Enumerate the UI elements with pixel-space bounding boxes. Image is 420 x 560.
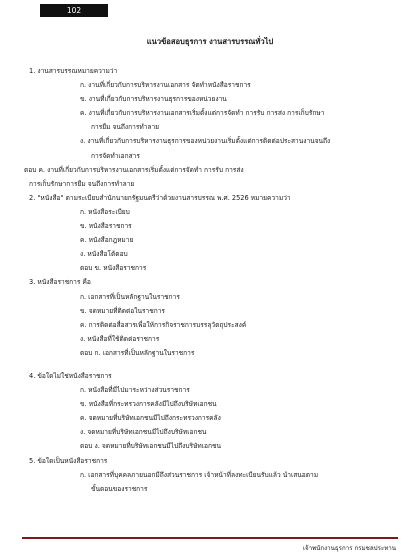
- footer-divider: [22, 537, 398, 539]
- option-continuation-line: ขั้นตอนของราชการ: [91, 484, 148, 493]
- option-line: ค. หนังสือกฎหมาย: [80, 236, 134, 245]
- option-line: ก. หนังสือระเบียบ: [80, 207, 130, 216]
- option-line: ก. หนังสือที่มีไปมาระหว่างส่วนราชการ: [80, 386, 190, 395]
- option-line: ก. งานที่เกี่ยวกับการบริหารงานเอกสาร จัดทำหนังสือราชการ: [80, 81, 251, 90]
- option-line: ข. งานที่เกี่ยวกับการบริหารงานธุรการของหน่วยงาน: [80, 95, 227, 104]
- option-line: ข. หนังสือที่กระทรวงการคลังมีไปถึงบริษัทเอกชน: [80, 400, 217, 409]
- option-line: ก. เอกสารที่เป็นหลักฐานในราชการ: [80, 292, 180, 301]
- question-line: 3. หนังสือราชการ คือ: [29, 278, 91, 287]
- answer-line: ตอบ ค. งานที่เกี่ยวกับการบริหารงานเอกสารเริ่มตั้งแต่การจัดทำ การรับ การส่ง: [24, 165, 244, 174]
- question-line: 5. ข้อใดเป็นหนังสือราชการ: [29, 456, 108, 465]
- option-line: ง. หนังสือโต้ตอบ: [80, 250, 128, 259]
- option-line: ง. จดหมายที่บริษัทเอกชนมีไปถึงบริษัทเอกชน: [80, 428, 207, 437]
- option-line: ข. หนังสือราชการ: [80, 222, 132, 231]
- question-line: 4. ข้อใดไม่ใช่หนังสือราชการ: [29, 371, 112, 380]
- option-line: ค. งานที่เกี่ยวกับการบริหารงานเอกสารเริ่มตั้งแต่การจัดทำ การรับ การส่ง การเก็บรักษา: [80, 109, 325, 118]
- page-number-badge: 102: [40, 4, 108, 17]
- option-line: ค. จดหมายที่บริษัทเอกชนมีไปถึงกระทรวงการคลัง: [80, 414, 221, 423]
- option-line: ข. จดหมายที่ติดต่อในราชการ: [80, 306, 165, 315]
- option-line: ก. เอกสารที่บุคคลภายนอกมีถึงส่วนราชการ เจ้าหน้าที่ลงทะเบียนรับแล้ว นำเสนอตาม: [80, 470, 319, 479]
- answer-line: ตอบ ก. เอกสารที่เป็นหลักฐานในราชการ: [80, 348, 195, 357]
- question-line: 1. งานสารบรรณหมายความว่า: [29, 67, 118, 75]
- question-line: 2. "หนังสือ" ตามระเบียบสำนักนายกรัฐมนตรีว่าด้วยงานสารบรรณ พ.ศ. 2526 หมายความว่า: [29, 193, 291, 202]
- footer-text: เจ้าพนักงานธุรการ กรมชลประทาน: [302, 545, 396, 552]
- option-line: ง. หนังสือที่ใช้ติดต่อราชการ: [80, 334, 160, 343]
- option-continuation-line: การจัดทำเอกสาร: [91, 151, 140, 160]
- answer-line: ตอบ ง. จดหมายที่บริษัทเอกชนมีไปถึงบริษัทเอกชน: [80, 442, 221, 451]
- spacer: [24, 360, 398, 369]
- option-continuation-line: การยืม จนถึงการทำลาย: [91, 123, 160, 132]
- document-title: แนวข้อสอบธุรการ งานสารบรรณทั่วไป: [146, 37, 274, 46]
- option-line: ค. การติดต่อสื่อสารเพื่อให้การกิจราชการบรรลุวัตถุประสงค์: [80, 320, 247, 329]
- option-line: ง. งานที่เกี่ยวกับการบริหารงานธุรการของหน่วยงานเริ่มตั้งแต่การติดต่อประสานงานจนถึง: [80, 137, 331, 146]
- document-body: [24, 64, 398, 496]
- answer-continuation-line: การเก็บรักษาการยืม จนถึงการทำลาย: [29, 179, 135, 188]
- answer-line: ตอบ ข. หนังสือราชการ: [80, 264, 147, 273]
